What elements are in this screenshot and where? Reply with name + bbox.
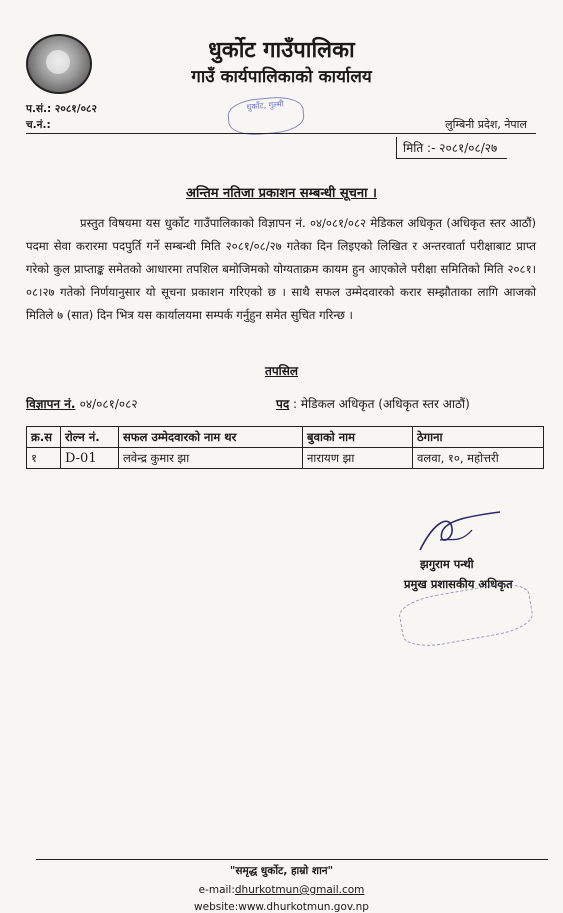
signatory-title: प्रमुख प्रशासकीय अधिकृत [404, 577, 513, 591]
email-link[interactable]: dhurkotmun@gmail.com [234, 884, 365, 896]
footer-divider [36, 859, 548, 860]
cell-address: वलवा, १०, महोत्तरी [413, 448, 544, 469]
col-candidate: सफल उम्मेदवारको नाम थर [119, 427, 303, 448]
header-divider [26, 133, 536, 134]
cell-father: नारायण झा [303, 448, 413, 469]
cell-candidate: लवेन्द्र कुमार झा [119, 448, 303, 469]
advertisement-number [26, 395, 138, 412]
reference-number: प.सं.: २०८१/०८२ [26, 103, 97, 115]
cell-serial: १ [27, 448, 61, 469]
col-serial: क्र.स [27, 427, 61, 448]
footer-email [0, 884, 563, 896]
table-header-row [27, 427, 544, 448]
office-title: धुर्कोट गाउँपालिका [208, 38, 355, 63]
advertisement-label: विज्ञापन नं. [26, 397, 76, 411]
table-row [27, 448, 544, 469]
notice-body: प्रस्तुत विषयमा यस धुर्कोट गाउँपालिकाको विज्ञापन नं. ०४/०८१/०८२ मेडिकल अधिकृत (अधिकृत स्तर आठौं) पदमा सेवा करारमा पदपुर्ति गर्ने सम्बन्धी मिति २०८१/०८/२७ गतेका दिन लिइएको लिखित र अन्तरवार्ता परीक्षाबाट प्राप्त गरेको कुल प्राप्ताङ्क समेतको आधारमा तपशिल बमोजिमको योग्यताक्रम कायम हुन आएकोले परीक्षा समितिको मिति २०८१।०८।२७ गतेको निर्णयानुसार यो सूचना प्रकाशन गरिएको छ । साथै सफल उम्मेदवारको करार सम्झौताका लागि आजको मितिले ७ (सात) दिन भित्र यस कार्यालयमा सम्पर्क गर्नुहुन समेत सुचित गरिन्छ । [26, 216, 536, 322]
col-roll: रोल्न नं. [61, 427, 119, 448]
province-label: लुम्बिनी प्रदेश, नेपाल [445, 118, 527, 131]
footer-slogan: "समृद्ध धुर्कोट, हाम्रो शान" [229, 865, 334, 877]
signatory-name: झगुराम पन्थी [420, 557, 474, 571]
notice-date: मिति :- २०८१/०८/२७ [396, 137, 507, 159]
col-address: ठेगाना [413, 427, 544, 448]
col-father: बुवाको नाम [303, 427, 413, 448]
office-stamp [227, 95, 306, 137]
dispatch-number: च.नं.: [26, 119, 51, 131]
office-subtitle: गाउँ कार्यपालिकाको कार्यालय [191, 67, 372, 87]
handwritten-signature [380, 510, 530, 560]
notice-subject: अन्तिम नतिजा प्रकाशन सम्बन्धी सूचना । [186, 186, 377, 201]
post-info [276, 395, 470, 412]
annex-heading: तपसिल [264, 364, 298, 378]
stamp-text: धुर्कोट, गुल्मी [246, 99, 285, 112]
post-value: : मेडिकल अधिकृत (अधिकृत स्तर आठौं) [293, 397, 470, 411]
footer-website[interactable]: website:www.dhurkotmun.gov.np [194, 901, 369, 913]
post-label: पद [276, 397, 290, 411]
advertisement-value: ०४/०८१/०८२ [79, 397, 138, 411]
cell-roll: D-01 [61, 448, 119, 469]
results-table [26, 426, 544, 469]
reference-block [26, 101, 97, 133]
email-label: e-mail: [198, 884, 235, 896]
